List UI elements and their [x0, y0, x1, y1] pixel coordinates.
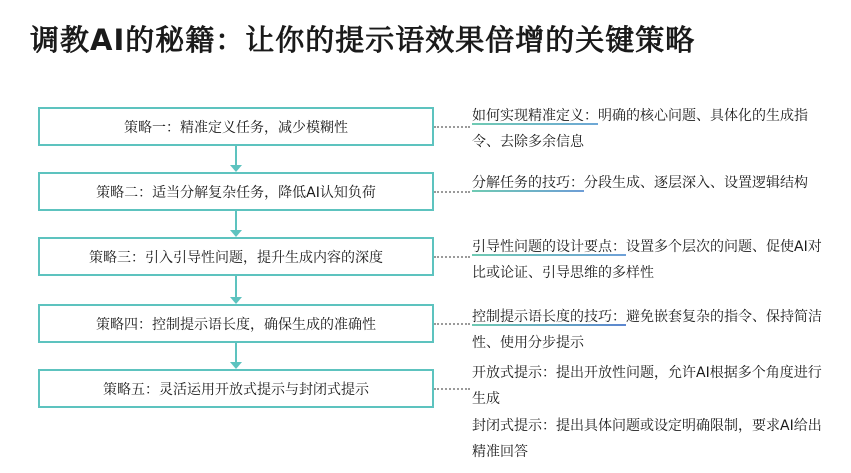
strategy-box-3	[38, 237, 434, 276]
note-2	[472, 170, 822, 196]
note-heading: 引导性问题的设计要点：	[472, 239, 626, 255]
note-text: 设置多个层次的问题、促使AI对比或论证、引导思维的多样性	[472, 239, 822, 281]
note-1	[472, 103, 822, 155]
strategy-box-2	[38, 172, 434, 211]
strategy-label: 策略二：适当分解复杂任务，降低AI认知负荷	[96, 184, 376, 201]
flow-arrow-1	[230, 146, 242, 172]
strategy-label: 策略一：精准定义任务，减少模糊性	[124, 119, 348, 136]
page-title: 调教AI的秘籍：让你的提示语效果倍增的关键策略	[30, 23, 696, 57]
strategy-box-4	[38, 304, 434, 343]
note-4	[472, 304, 822, 356]
strategy-box-1	[38, 107, 434, 146]
strategy-label: 策略四：控制提示语长度，确保生成的准确性	[96, 316, 376, 333]
flow-arrow-2	[230, 211, 242, 237]
note-text: 避免嵌套复杂的指令、保持简洁性、使用分步提示	[472, 309, 822, 351]
connector-5	[434, 388, 470, 390]
note-3	[472, 234, 822, 286]
note-6	[472, 413, 822, 465]
note-text: 提出具体问题或设定明确限制，要求AI给出精准回答	[472, 418, 822, 460]
strategy-label: 策略三：引入引导性问题，提升生成内容的深度	[89, 249, 383, 266]
strategy-box-5	[38, 369, 434, 408]
flow-arrow-3	[230, 276, 242, 304]
connector-4	[434, 323, 470, 325]
note-text: 提出开放性问题，允许AI根据多个角度进行生成	[472, 365, 822, 407]
note-heading: 如何实现精准定义：	[472, 108, 598, 124]
note-heading: 封闭式提示：	[472, 418, 556, 434]
note-heading: 开放式提示：	[472, 365, 556, 381]
note-heading: 分解任务的技巧：	[472, 175, 584, 191]
connector-1	[434, 126, 470, 128]
flow-arrow-4	[230, 343, 242, 369]
connector-3	[434, 256, 470, 258]
strategy-label: 策略五：灵活运用开放式提示与封闭式提示	[103, 381, 369, 398]
connector-2	[434, 191, 470, 193]
note-text: 分段生成、逐层深入、设置逻辑结构	[584, 175, 808, 191]
note-text: 明确的核心问题、具体化的生成指令、去除多余信息	[472, 108, 808, 150]
note-heading: 控制提示语长度的技巧：	[472, 309, 626, 325]
note-5	[472, 360, 822, 412]
